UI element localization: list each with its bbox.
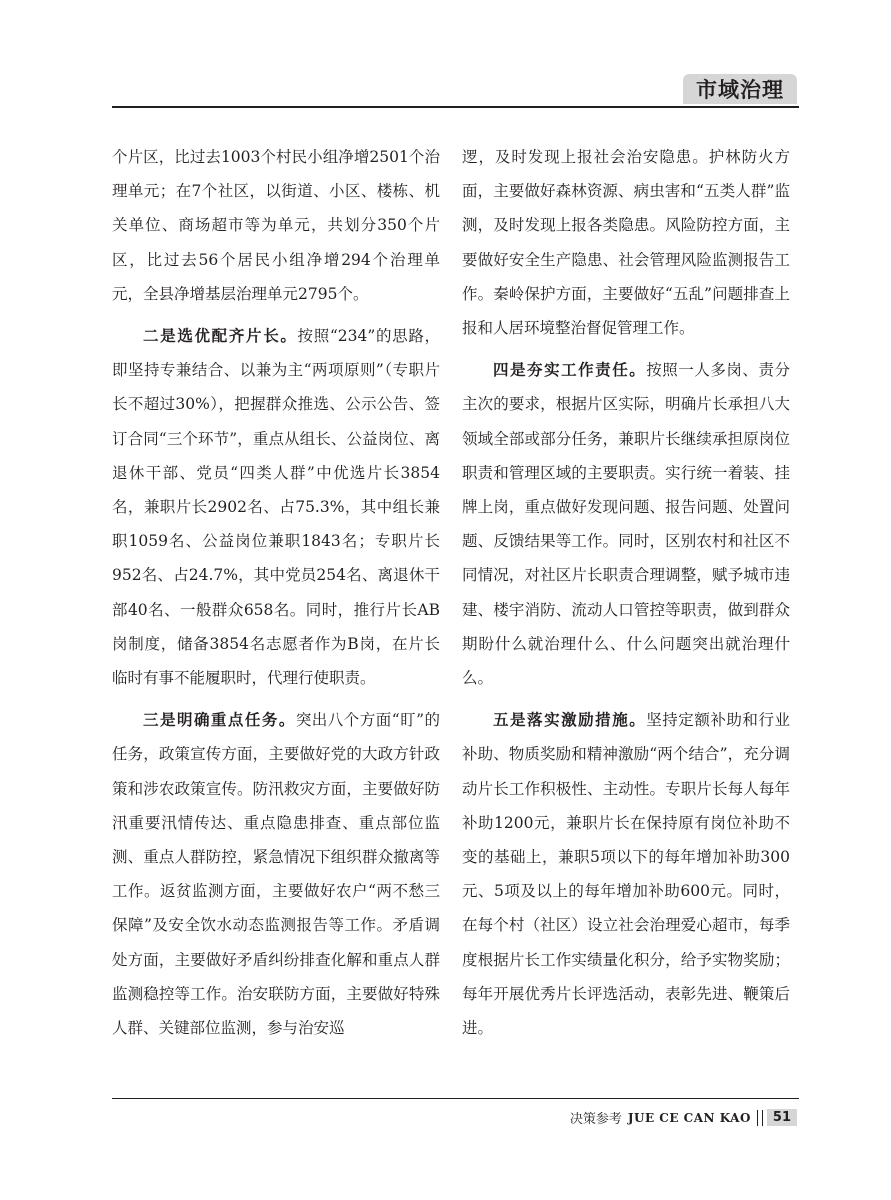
- paragraph-lead: 四是夯实工作责任。: [493, 361, 647, 380]
- paragraph-body: 坚持定额补助和行业补助、物质奖励和精神激励“两个结合”，充分调动片长工作积极性、主动性。专职片长每人每年补助1200元，兼职片长在保持原有岗位补助不变的基础上，兼职5项以下的每年增加补助300元、5项及以上的每年增加补助600元。同时，在每个村（社区）设立社会治理爱心超市，每季度根据片长工作实绩量化积分，给予实物奖励；每年开展优秀片长评选活动，表彰先进、鞭策后进。: [462, 711, 790, 1038]
- journal-name-en: JUE CE CAN KAO: [627, 1110, 751, 1125]
- paragraph-body: 按照一人多岗、责分主次的要求，根据片区实际，明确片长承担八大领域全部或部分任务，兼职片长继续承担原岗位职责和管理区域的主要职责。实行统一着装、挂牌上岗，重点做好发现问题、报告问题、处置问题、反馈结果等工作。同时，区别农村和社区不同情况，对社区片长职责合理调整，赋予城市违建、楼宇消防、流动人口管控等职责，做到群众期盼什么就治理什么、什么问题突出就治理什么。: [462, 361, 790, 688]
- left-column: [112, 140, 440, 1045]
- paragraph-body: 突出八个方面“盯”的任务，政策宣传方面，主要做好党的大政方针政策和涉农政策宣传。防汛救灾方面，主要做好防汛重要汛情传达、重点隐患排查、重点部位监测、重点人群防控，紧急情况下组织群众撤离等工作。返贫监测方面，主要做好农户“两不愁三保障”及安全饮水动态监测报告等工作。矛盾调处方面，主要做好矛盾纠纷排查化解和重点人群监测稳控等工作。治安联防方面，主要做好特殊人群、关键部位监测，参与治安巡: [112, 711, 440, 1038]
- paragraph-lead: 二是选优配齐片长。: [143, 327, 298, 346]
- separator-bars: [757, 1110, 763, 1126]
- paragraph: 个片区，比过去1003个村民小组净增2501个治理单元；在7个社区，以街道、小区、楼栋、机关单位、商场超市等为单元，共划分350个片区，比过去56个居民小组净增294个治理单元，全县净增基层治理单元2795个。: [112, 148, 440, 303]
- paragraph-lead: 三是明确重点任务。: [143, 711, 296, 730]
- footer-rule: [112, 1098, 799, 1099]
- paragraph-lead: 五是落实激励措施。: [493, 711, 647, 730]
- right-column: [462, 140, 790, 1045]
- section-title: 市域治理: [696, 78, 784, 102]
- paragraph-body: 按照“234”的思路，即坚持专兼结合、以兼为主“两项原则”（专职片长不超过30%），把握群众推选、公示公告、签订合同“三个环节”，重点从组长、公益岗位、离退休干部、党员“四类人群”中优选片长3854名，兼职片长2902名、占75.3%，其中组长兼职1059名、公益岗位兼职1843名；专职片长952名、占24.7%，其中党员254名、离退休干部40名、一般群众658名。同时，推行片长AB岗制度，储备3854名志愿者作为B岗，在片长临时有事不能履职时，代理行使职责。: [112, 327, 440, 688]
- paragraph: [112, 319, 440, 695]
- header-rule: [112, 106, 799, 108]
- paragraph: [462, 353, 790, 695]
- section-tag: [683, 74, 797, 104]
- page-footer: [570, 1108, 797, 1127]
- paragraph: [112, 703, 440, 1045]
- page-number: 51: [767, 1109, 797, 1126]
- journal-name-cn: 决策参考: [569, 1112, 622, 1127]
- paragraph: 逻，及时发现上报社会治安隐患。护林防火方面，主要做好森林资源、病虫害和“五类人群”监测，及时发现上报各类隐患。风险防控方面，主要做好安全生产隐患、社会管理风险监测报告工作。秦岭保护方面，主要做好“五乱”问题排查上报和人居环境整治督促管理工作。: [462, 148, 790, 338]
- paragraph: [462, 703, 790, 1045]
